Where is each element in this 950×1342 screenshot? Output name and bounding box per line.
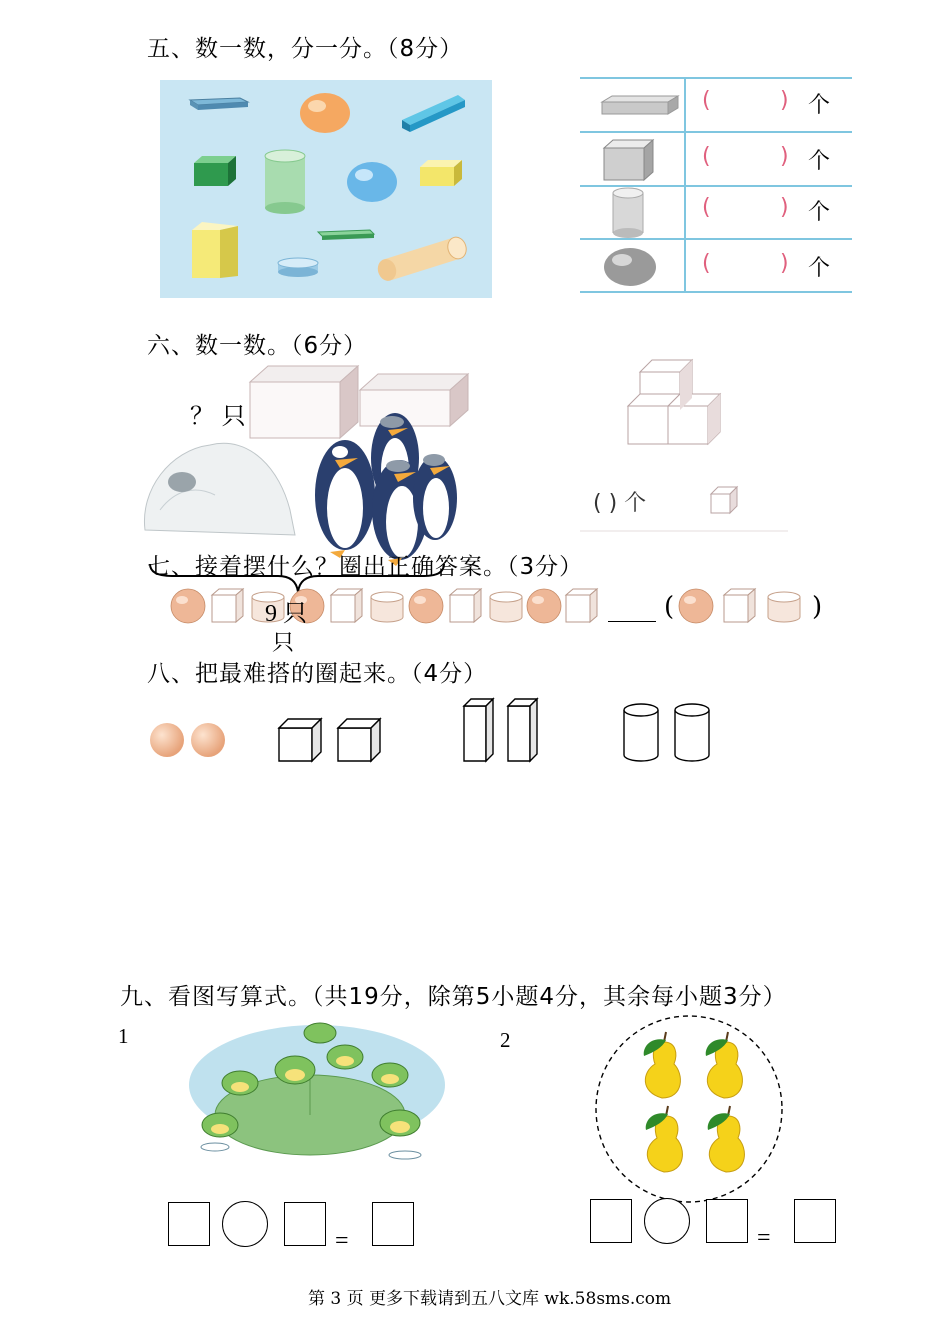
shapes-panel [160, 80, 492, 298]
cube-yellow-icon [420, 160, 462, 186]
sphere-grey-icon [604, 248, 656, 286]
row2-open: ( [702, 144, 711, 169]
sphere-icon [171, 589, 205, 623]
question-2-number: 2 [500, 1028, 511, 1052]
flat-cylinder-blue-icon [278, 258, 318, 277]
cube-icon [450, 589, 481, 622]
page-footer: 第 3 页 更多下载请到五八文库 wk.58sms.com [308, 1289, 672, 1309]
q1-operator-circle[interactable] [222, 1201, 268, 1247]
pattern-sequence [170, 585, 610, 627]
cylinder-icon [768, 592, 800, 622]
cube-icon [331, 589, 362, 622]
cube-icon [212, 589, 243, 622]
penguin-icon [413, 454, 457, 540]
row3-unit: 个 [808, 200, 831, 225]
lying-cylinder-icon [375, 235, 469, 283]
section8-heading: 八、把最难搭的圈起来。（4分） [147, 661, 488, 687]
q2-operator-circle[interactable] [644, 1198, 690, 1244]
count-table [580, 76, 852, 296]
section6-heading: 六、数一数。（6分） [147, 333, 368, 359]
cube-grey-icon [604, 140, 653, 180]
sphere-icon [679, 589, 713, 623]
answer-options[interactable] [676, 585, 812, 627]
hard-to-stack-shapes [140, 692, 740, 772]
q1-result-box[interactable] [372, 1202, 414, 1246]
sphere-pair[interactable] [150, 723, 225, 757]
cube-stack [620, 350, 740, 465]
cuboid-yellow-icon [192, 222, 238, 278]
cylinder-pair[interactable] [624, 704, 709, 761]
q1-number-box-1[interactable] [168, 1202, 210, 1246]
options-close: ) [812, 592, 823, 622]
row1-open: ( [702, 88, 711, 113]
flat-cuboid-blue-icon [190, 98, 248, 110]
row1-close: ) [780, 88, 789, 113]
cube-icon [566, 589, 597, 622]
row4-close: ) [780, 251, 789, 276]
q1-number-box-2[interactable] [284, 1202, 326, 1246]
pear-icon [644, 1032, 681, 1098]
section7-heading: 七、接着摆什么？圈出正确答案。（3分） [147, 554, 584, 580]
extra-unit-label: 只 [272, 631, 295, 656]
q2-result-box[interactable] [794, 1199, 836, 1243]
question-1-number: 1 [118, 1024, 129, 1048]
cylinder-grey-icon [613, 188, 643, 238]
q2-equals: = [757, 1225, 771, 1251]
section5-heading: 五、数一数，分一分。（8分） [147, 36, 464, 62]
flat-cuboid-green-icon [318, 230, 374, 240]
cuboid-pair[interactable] [464, 699, 537, 761]
cube-count-answer: ( ) 个 [593, 491, 647, 516]
faint-line [580, 525, 790, 535]
frogs-picture [185, 1015, 450, 1167]
cube-green-icon [194, 156, 236, 186]
cube-pair[interactable] [279, 719, 380, 761]
row2-close: ) [780, 144, 789, 169]
sphere-icon [409, 589, 443, 623]
row2-unit: 个 [808, 149, 831, 174]
answer-blank-line [608, 621, 656, 622]
pear-icon [646, 1106, 683, 1172]
total-count-label: 9 只 [265, 601, 307, 627]
cube-icon [724, 589, 755, 622]
flat-cuboid-grey-icon [602, 96, 678, 114]
row4-unit: 个 [808, 256, 831, 281]
cylinder-green-icon [265, 150, 305, 214]
pear-icon [706, 1032, 743, 1098]
pears-picture [592, 1012, 786, 1206]
row3-open: ( [702, 195, 711, 220]
pear-icon [708, 1106, 745, 1172]
section9-heading: 九、看图写算式。（共19分，除第5小题4分，其余每小题3分） [120, 984, 787, 1010]
small-cube-icon [708, 484, 740, 516]
options-open: ( [664, 592, 675, 622]
cylinder-icon [371, 592, 403, 622]
q2-number-box-2[interactable] [706, 1199, 748, 1243]
row3-close: ) [780, 195, 789, 220]
frog-icon [304, 1023, 336, 1043]
row1-unit: 个 [808, 93, 831, 118]
penguin-icon [315, 440, 375, 558]
row4-open: ( [702, 251, 711, 276]
sphere-orange-icon [300, 93, 350, 133]
q2-number-box-1[interactable] [590, 1199, 632, 1243]
q1-equals: = [335, 1228, 349, 1254]
sphere-icon [527, 589, 561, 623]
cylinder-icon [490, 592, 522, 622]
sphere-blue-icon [347, 162, 397, 202]
unknown-count-label: ？ 只 [190, 402, 246, 430]
cuboid-teal-icon [402, 95, 465, 132]
